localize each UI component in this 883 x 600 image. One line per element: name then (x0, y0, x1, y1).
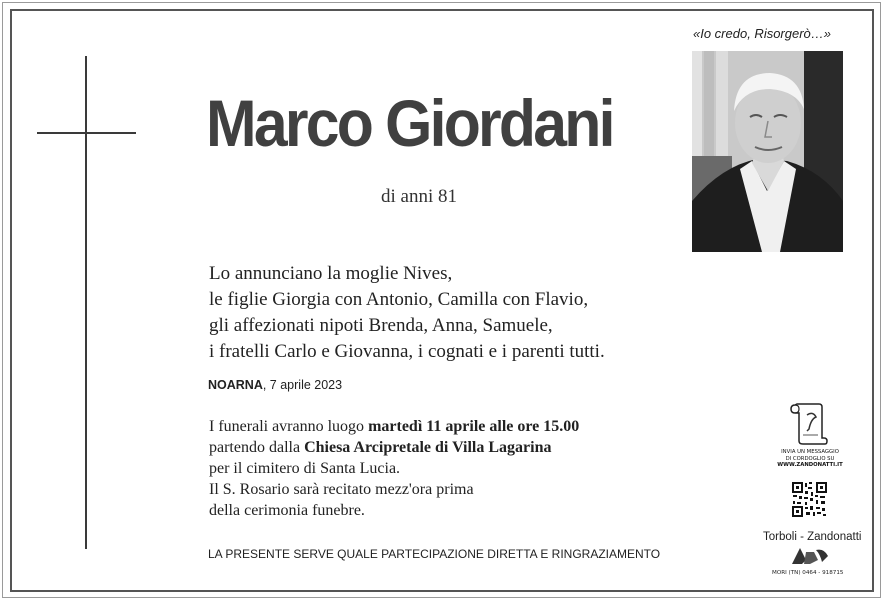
announcement-line: Lo annunciano la moglie Nives, (209, 263, 453, 284)
place-date (208, 378, 342, 392)
funeral-text: partendo dalla (209, 439, 305, 456)
agency-name: Torboli - Zandonatti (763, 531, 862, 543)
date: , 7 aprile 2023 (262, 378, 343, 392)
funeral-church: Chiesa Arcipretale di Villa Lagarina (304, 439, 552, 456)
portrait-photo (692, 51, 843, 252)
funeral-text: I funerali avranno luogo (209, 418, 369, 435)
funeral-info (209, 416, 579, 521)
announcement-line: gli affezionati nipoti Brenda, Anna, Samuele, (209, 315, 553, 336)
cross-icon-horizontal (37, 132, 136, 134)
cross-icon-vertical (85, 56, 87, 549)
announcement (209, 261, 605, 365)
agency-logo-icon (790, 546, 830, 566)
funeral-text: per il cimitero di Santa Lucia. (209, 460, 401, 477)
place: NOARNA (208, 378, 263, 392)
condolence-line: DI CORDOGLIO SU (785, 455, 835, 462)
condolence-url[interactable]: WWW.ZANDONATTI.IT (777, 462, 843, 468)
funeral-text: della cerimonia funebre. (209, 502, 365, 519)
scroll-icon[interactable] (789, 401, 829, 446)
deceased-name: Marco Giordani (206, 86, 613, 160)
funeral-datetime: martedì 11 aprile alle ore 15.00 (368, 418, 580, 435)
condolence-info (766, 449, 854, 469)
announcement-line: le figlie Giorgia con Antonio, Camilla con Flavio, (209, 289, 589, 310)
condolence-line: INVIA UN MESSAGGIO (781, 449, 839, 455)
funeral-text: Il S. Rosario sarà recitato mezz'ora prima (209, 481, 474, 498)
deceased-age: di anni 81 (381, 186, 457, 207)
qr-code-icon[interactable] (791, 481, 828, 518)
agency-contact: MORI (TN) 0464 - 918715 (772, 570, 844, 576)
quote: «Io credo, Risorgerò…» (693, 26, 832, 41)
footer-note: LA PRESENTE SERVE QUALE PARTECIPAZIONE DIRETTA E RINGRAZIAMENTO (208, 547, 661, 561)
announcement-line: i fratelli Carlo e Giovanna, i cognati e i parenti tutti. (209, 341, 605, 362)
